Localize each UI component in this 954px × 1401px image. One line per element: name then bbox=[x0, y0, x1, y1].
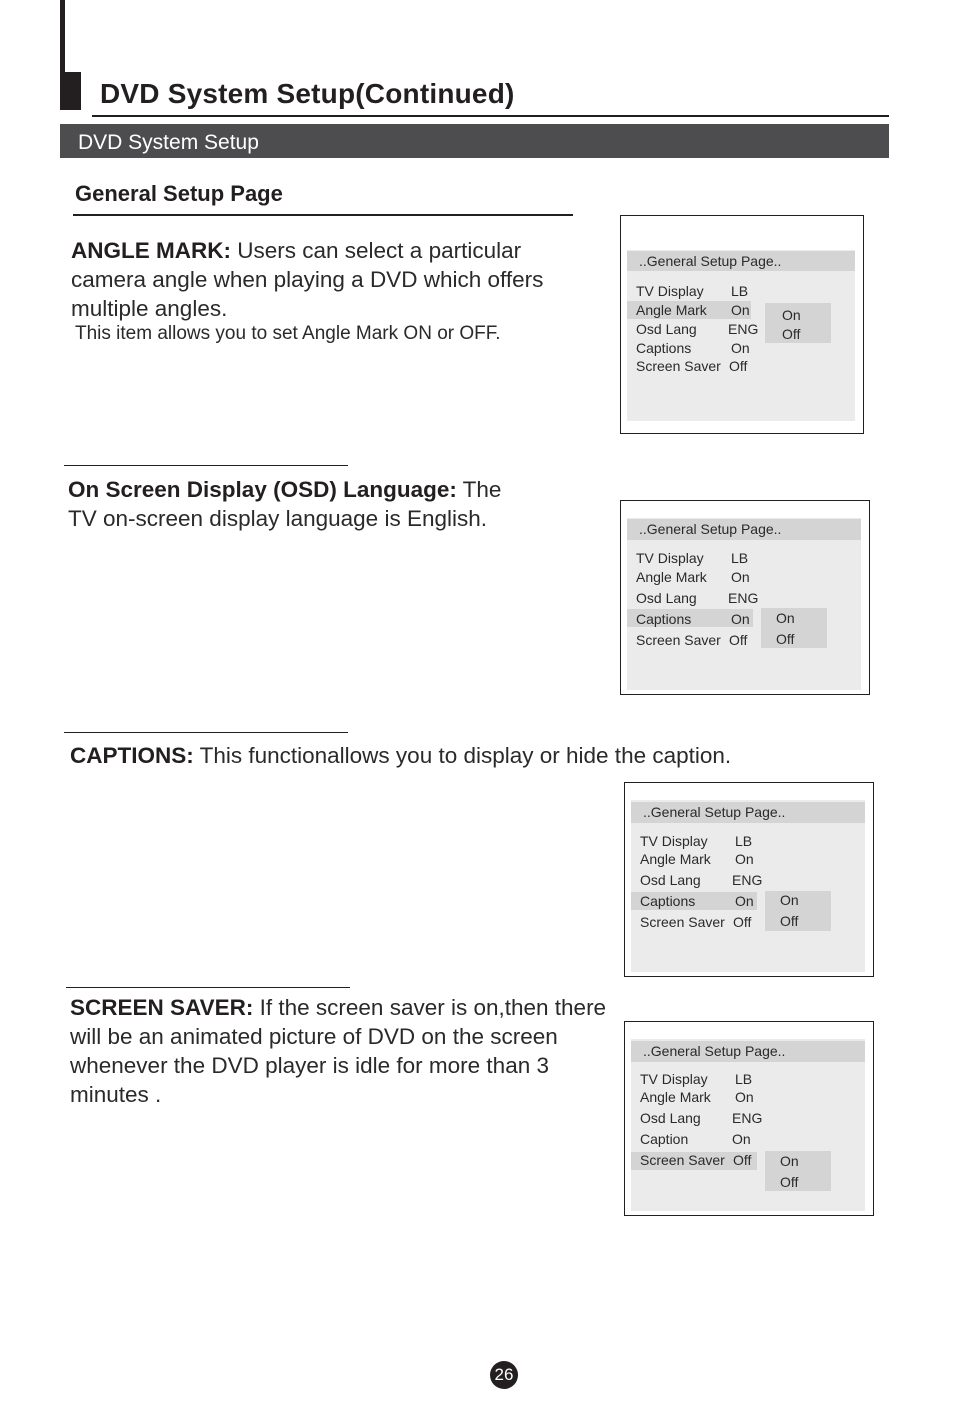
row-label: Screen Saver bbox=[636, 632, 721, 648]
row-label: Osd Lang bbox=[640, 1110, 701, 1126]
row-value: On bbox=[735, 851, 754, 867]
row-label: Screen Saver bbox=[640, 1152, 725, 1168]
screen-saver-text-3: whenever the DVD player is idle for more than 3 bbox=[70, 1053, 549, 1078]
row-label: Screen Saver bbox=[640, 914, 725, 930]
row-value: LB bbox=[731, 550, 749, 566]
osd-section-divider bbox=[64, 465, 348, 466]
row-value: LB bbox=[735, 1071, 753, 1087]
osd-language-text-2: TV on-screen display language is English. bbox=[68, 506, 487, 531]
osd-language-label: On Screen Display (OSD) Language: bbox=[68, 477, 457, 502]
row-label: Captions bbox=[636, 611, 692, 627]
menu-row-angle-mark[interactable] bbox=[636, 568, 750, 586]
option-off[interactable]: Off bbox=[782, 326, 801, 342]
menu-row-angle-mark[interactable] bbox=[636, 301, 750, 319]
osd-screen-captions bbox=[624, 782, 874, 977]
osd-screen-angle-mark bbox=[620, 215, 864, 434]
option-off[interactable]: Off bbox=[780, 1174, 799, 1190]
menu-row-angle-mark[interactable] bbox=[640, 850, 754, 868]
menu-row-angle-mark[interactable] bbox=[640, 1088, 754, 1106]
row-value: Off bbox=[733, 1152, 752, 1168]
osd-language-description bbox=[68, 475, 608, 533]
screen-saver-text-2: will be an animated picture of DVD on the screen bbox=[70, 1024, 558, 1049]
angle-mark-description bbox=[71, 236, 611, 323]
row-value: On bbox=[735, 893, 754, 909]
menu-row-tv-display[interactable] bbox=[636, 282, 749, 300]
option-on[interactable]: On bbox=[782, 307, 801, 323]
title-underline bbox=[92, 115, 889, 117]
row-value: On bbox=[731, 611, 750, 627]
row-label: TV Display bbox=[636, 283, 704, 299]
row-value: On bbox=[731, 340, 750, 356]
row-label: Osd Lang bbox=[640, 872, 701, 888]
row-value: LB bbox=[735, 833, 753, 849]
row-value: ENG bbox=[732, 1110, 763, 1126]
screen-saver-text-4: minutes . bbox=[70, 1082, 162, 1107]
option-on[interactable]: On bbox=[780, 892, 799, 908]
menu-row-screen-saver[interactable] bbox=[636, 631, 748, 649]
menu-row-caption[interactable] bbox=[640, 1130, 751, 1148]
row-label: Captions bbox=[636, 340, 692, 356]
row-label: Angle Mark bbox=[636, 569, 707, 585]
row-label: Osd Lang bbox=[636, 321, 697, 337]
screen-header: ..General Setup Page.. bbox=[627, 251, 855, 271]
header-block-decoration bbox=[60, 72, 81, 110]
row-label: Angle Mark bbox=[640, 1089, 711, 1105]
menu-row-screen-saver[interactable] bbox=[640, 913, 752, 931]
osd-language-text-1: The bbox=[456, 477, 502, 502]
row-value: LB bbox=[731, 283, 749, 299]
angle-mark-label: ANGLE MARK: bbox=[71, 238, 231, 263]
option-on[interactable]: On bbox=[780, 1153, 799, 1169]
row-value: On bbox=[731, 569, 750, 585]
option-off[interactable]: Off bbox=[780, 913, 799, 929]
screen-saver-section-divider bbox=[66, 987, 350, 988]
menu-row-osd-lang[interactable] bbox=[636, 320, 759, 338]
row-label: Screen Saver bbox=[636, 358, 721, 374]
screen-header: ..General Setup Page.. bbox=[631, 802, 865, 823]
captions-section-divider bbox=[64, 732, 348, 733]
row-value: On bbox=[735, 1089, 754, 1105]
menu-row-captions[interactable] bbox=[636, 339, 750, 357]
screen-header: ..General Setup Page.. bbox=[627, 519, 861, 540]
option-on[interactable]: On bbox=[776, 610, 795, 626]
row-label: Angle Mark bbox=[640, 851, 711, 867]
row-label: TV Display bbox=[640, 1071, 708, 1087]
row-value: Off bbox=[729, 358, 748, 374]
subsection-heading: General Setup Page bbox=[75, 181, 283, 206]
row-value: Off bbox=[733, 914, 752, 930]
screen-saver-description bbox=[70, 993, 622, 1109]
menu-row-tv-display[interactable] bbox=[636, 549, 749, 567]
row-label: Osd Lang bbox=[636, 590, 697, 606]
menu-row-screen-saver[interactable] bbox=[640, 1151, 752, 1169]
screen-saver-text-1: If the screen saver is on,then there bbox=[253, 995, 607, 1020]
captions-description bbox=[70, 741, 930, 770]
row-value: ENG bbox=[732, 872, 763, 888]
screen-saver-label: SCREEN SAVER: bbox=[70, 995, 254, 1020]
row-value: ENG bbox=[728, 590, 759, 606]
subsection-underline bbox=[73, 214, 573, 216]
angle-mark-text-1: Users can select a particular bbox=[230, 238, 522, 263]
menu-row-osd-lang[interactable] bbox=[636, 589, 759, 607]
row-label: Caption bbox=[640, 1131, 689, 1147]
menu-row-osd-lang[interactable] bbox=[640, 1109, 763, 1127]
osd-screen-screen-saver bbox=[624, 1021, 874, 1216]
menu-row-tv-display[interactable] bbox=[640, 832, 753, 850]
section-banner: DVD System Setup bbox=[60, 124, 889, 158]
menu-row-captions[interactable] bbox=[640, 892, 754, 910]
menu-row-tv-display[interactable] bbox=[640, 1070, 753, 1088]
angle-mark-text-2: camera angle when playing a DVD which offers bbox=[71, 267, 544, 292]
row-label: Angle Mark bbox=[636, 302, 707, 318]
menu-row-screen-saver[interactable] bbox=[636, 357, 748, 375]
menu-row-osd-lang[interactable] bbox=[640, 871, 763, 889]
row-value: ENG bbox=[728, 321, 759, 337]
row-label: TV Display bbox=[636, 550, 704, 566]
page-number-badge: 26 bbox=[490, 1361, 518, 1389]
angle-mark-text-3: multiple angles. bbox=[71, 296, 228, 321]
row-label: Captions bbox=[640, 893, 696, 909]
osd-screen-osd-language bbox=[620, 500, 870, 695]
screen-header: ..General Setup Page.. bbox=[631, 1041, 865, 1062]
option-off[interactable]: Off bbox=[776, 631, 795, 647]
row-value: On bbox=[732, 1131, 751, 1147]
angle-mark-note: This item allows you to set Angle Mark ON or OFF. bbox=[75, 323, 501, 344]
row-value: Off bbox=[729, 632, 748, 648]
menu-row-captions[interactable] bbox=[636, 610, 750, 628]
row-label: TV Display bbox=[640, 833, 708, 849]
captions-text-1: This functionallows you to display or hide the caption. bbox=[193, 743, 732, 768]
row-value: On bbox=[731, 302, 750, 318]
page-title: DVD System Setup(Continued) bbox=[100, 78, 515, 109]
captions-label: CAPTIONS: bbox=[70, 743, 194, 768]
